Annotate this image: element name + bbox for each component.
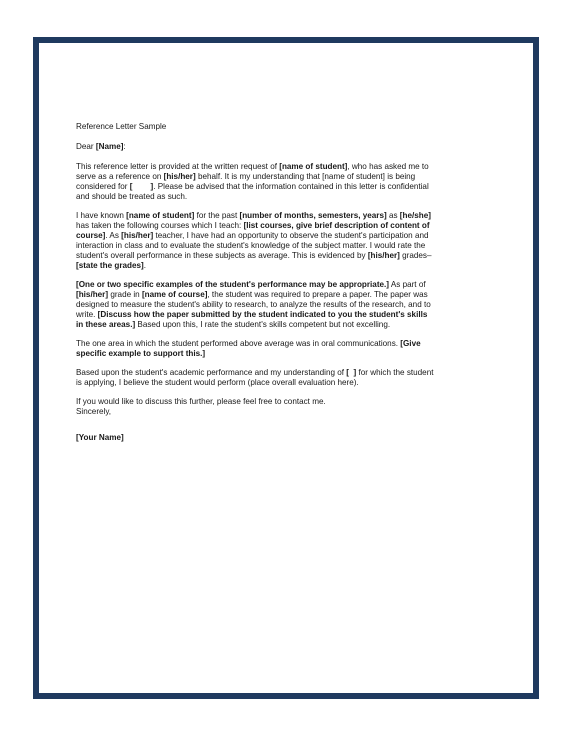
text-run: teacher, I have had an opportunity to observe the student's participation and interaction in class and to evaluate the student's knowledge of the subject matter. I would rate the student's overall performance in these subjects as average. This is evidenced by: [76, 231, 429, 260]
text-run: grade in: [108, 290, 142, 299]
placeholder-field: [he/she]: [399, 211, 431, 220]
paragraph-oral: [76, 339, 436, 359]
closing: [76, 397, 436, 417]
text-run: for which the student is applying, I believe the student would perform (place overall evaluation here).: [76, 368, 434, 387]
text-run: , the student was required to prepare a paper. The paper was designed to measure the student's ability to research, to analyze the results of the research, and to write.: [76, 290, 431, 319]
reference-letter: [76, 122, 436, 452]
paragraph-courses: [76, 211, 436, 271]
text-run: .: [143, 261, 146, 270]
placeholder-field: [Give specific example to support this.]: [76, 339, 421, 358]
text-run: As part of: [389, 280, 426, 289]
closing-line: If you would like to discuss this further, please feel free to contact me.: [76, 397, 326, 406]
placeholder-field: [name of student]: [126, 211, 195, 220]
paragraph-evaluation: [76, 368, 436, 388]
salutation-name: [Name]: [95, 142, 124, 151]
text-run: grades–: [399, 251, 432, 260]
placeholder-field: [state the grades]: [76, 261, 144, 270]
signature-name: [Your Name]: [76, 433, 124, 442]
placeholder-field: [name of course]: [141, 290, 208, 299]
placeholder-field: [his/her]: [76, 290, 109, 299]
placeholder-field: [Discuss how the paper submitted by the student indicated to you the student's skills in these areas.]: [76, 310, 428, 329]
placeholder-field: [number of months, semesters, years]: [239, 211, 387, 220]
paragraph-intro: [76, 162, 436, 202]
salutation-colon: :: [123, 142, 126, 151]
text-run: . As: [105, 231, 122, 240]
salutation: [76, 142, 436, 152]
text-run: as: [386, 211, 400, 220]
text-run: This reference letter is provided at the written request of: [76, 162, 280, 171]
text-run: has taken the following courses which I teach:: [76, 221, 244, 230]
placeholder-field: [his/her]: [121, 231, 154, 240]
placeholder-field: [name of student]: [279, 162, 348, 171]
signature-block: [76, 433, 436, 443]
placeholder-field: [One or two specific examples of the student's performance may be appropriate.]: [76, 280, 390, 289]
text-run: I have known: [76, 211, 127, 220]
salutation-dear: Dear: [76, 142, 96, 151]
text-run: The one area in which the student performed above average was in oral communications.: [76, 339, 401, 348]
placeholder-field: [his/her]: [367, 251, 400, 260]
sign-off: Sincerely,: [76, 407, 112, 416]
placeholder-field: [list courses, give brief description of content of course]: [76, 221, 430, 240]
text-run: Based upon this, I rate the student's skills competent but not excelling.: [135, 320, 391, 329]
text-run: Based upon the student's academic performance and my understanding of: [76, 368, 347, 377]
text-run: for the past: [194, 211, 240, 220]
text-run: , who has asked me to serve as a reference on: [76, 162, 429, 181]
paragraph-examples: [76, 280, 436, 330]
text-run: . Please be advised that the information contained in this letter is confidential and should be treated as such.: [76, 182, 429, 201]
letter-title: Reference Letter Sample: [76, 122, 167, 131]
text-run: behalf. It is my understanding that [name of student] is being considered for: [76, 172, 416, 191]
placeholder-field: [his/her]: [163, 172, 196, 181]
placeholder-field: [ ]: [129, 182, 154, 191]
placeholder-field: [ ]: [346, 368, 357, 377]
